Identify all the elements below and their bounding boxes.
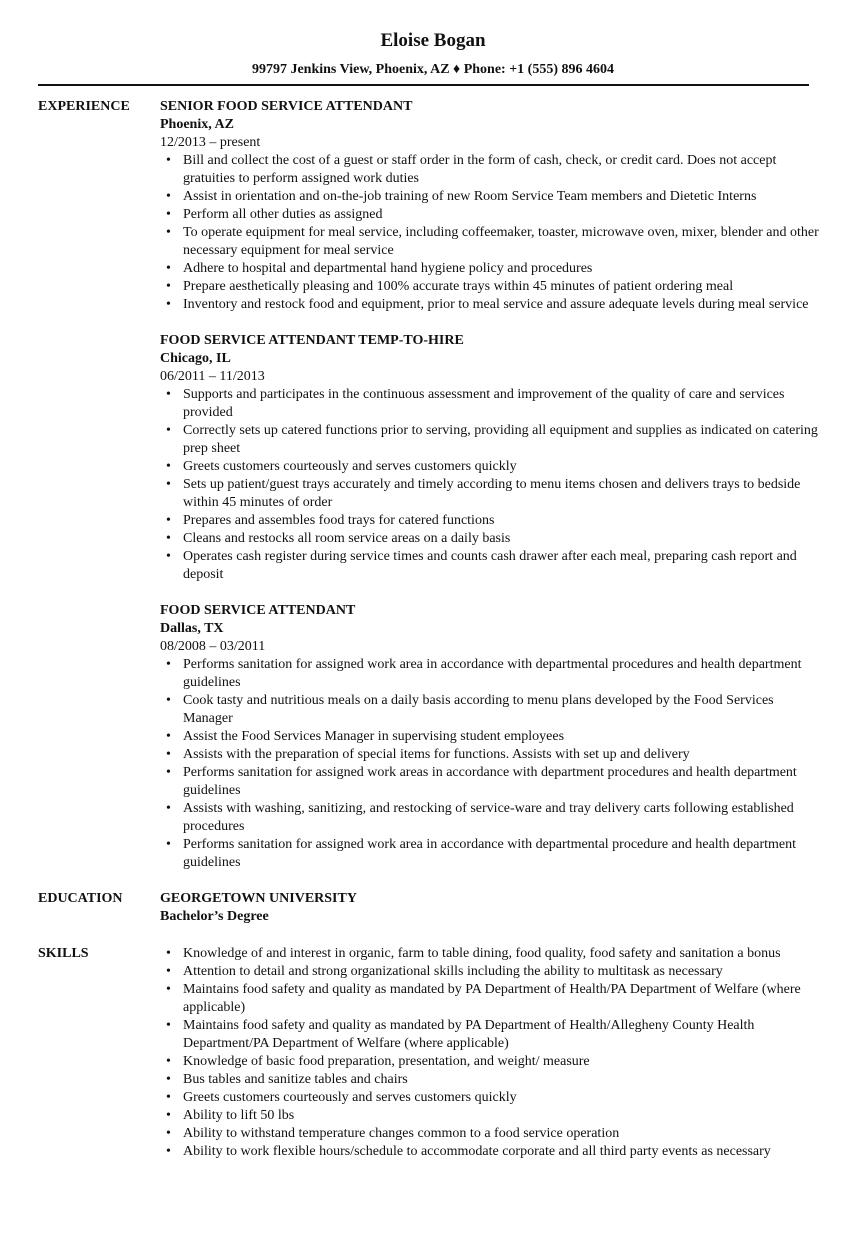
job-entry [160,98,820,314]
job-bullet: • Performs sanitation for assigned work areas in accordance with department procedures and health department guidelines [183,764,820,800]
degree: Bachelor’s Degree [160,909,269,924]
skill-item: • Attention to detail and strong organizational skills including the ability to multitask as necessary [183,963,820,981]
job-bullet: • Prepares and assembles food trays for catered functions [183,512,820,530]
education-section [0,890,866,926]
skill-item: • Greets customers courteously and serves customers quickly [183,1089,820,1107]
skill-item: • Maintains food safety and quality as mandated by PA Department of Health/PA Department of Welfare (where applicable) [183,981,820,1017]
job-bullet: • Greets customers courteously and serves customers quickly [183,458,820,476]
school-name: GEORGETOWN UNIVERSITY [160,891,357,906]
job-title: FOOD SERVICE ATTENDANT [160,603,356,618]
skill-item: • Knowledge of basic food preparation, presentation, and weight/ measure [183,1053,820,1071]
job-bullet: • Supports and participates in the continuous assessment and improvement of the quality of care and services provided [183,386,820,422]
job-bullet: • Bill and collect the cost of a guest or staff order in the form of cash, check, or credit card. Does not accept gratuities to perform assigned work duties [183,152,820,188]
job-entry [160,602,820,872]
section-label-experience: EXPERIENCE [38,99,130,114]
skill-item: • Bus tables and sanitize tables and chairs [183,1071,820,1089]
job-dates: 08/2008 – 03/2011 [160,639,266,654]
job-bullet: • Assists with washing, sanitizing, and restocking of service-ware and tray delivery carts following established procedures [183,800,820,836]
candidate-name: Eloise Bogan [380,30,486,51]
skills-list [160,945,820,1161]
job-bullet: • To operate equipment for meal service, including coffeemaker, toaster, microwave oven, mixer, blender and other necessary equipment for meal service [183,224,820,260]
experience-section [0,98,866,872]
skill-item: • Maintains food safety and quality as mandated by PA Department of Health/Allegheny County Health Department/PA Department of Welfare (where applicable) [183,1017,820,1053]
job-bullets [160,386,820,584]
job-location: Phoenix, AZ [160,117,234,132]
resume-header [0,0,866,79]
section-label-education: EDUCATION [38,891,123,906]
job-bullet: • Assist the Food Services Manager in supervising student employees [183,728,820,746]
job-bullet: • Prepare aesthetically pleasing and 100% accurate trays within 45 minutes of patient ordering meal [183,278,820,296]
job-dates: 06/2011 – 11/2013 [160,369,265,384]
job-bullets [160,152,820,314]
job-bullet: • Correctly sets up catered functions prior to serving, providing all equipment and supplies as indicated on catering prep sheet [183,422,820,458]
job-bullet: • Assist in orientation and on-the-job training of new Room Service Team members and Dietetic Interns [183,188,820,206]
job-bullet: • Adhere to hospital and departmental hand hygiene policy and procedures [183,260,820,278]
skill-item: • Ability to lift 50 lbs [183,1107,820,1125]
job-bullets [160,656,820,872]
skill-item: • Knowledge of and interest in organic, farm to table dining, food quality, food safety and sanitation a bonus [183,945,820,963]
job-bullet: • Performs sanitation for assigned work area in accordance with departmental procedures and health department guidelines [183,656,820,692]
job-dates: 12/2013 – present [160,135,261,150]
job-bullet: • Assists with the preparation of special items for functions. Assists with set up and delivery [183,746,820,764]
job-location: Dallas, TX [160,621,224,636]
job-bullet: • Performs sanitation for assigned work area in accordance with departmental procedure and health department guidelines [183,836,820,872]
section-label-skills: SKILLS [38,946,89,961]
skills-section [0,945,866,1161]
job-title: FOOD SERVICE ATTENDANT TEMP-TO-HIRE [160,333,464,348]
job-bullet: • Cleans and restocks all room service areas on a daily basis [183,530,820,548]
skill-item: • Ability to work flexible hours/schedule to accommodate corporate and all third party events as necessary [183,1143,820,1161]
job-bullet: • Operates cash register during service times and counts cash drawer after each meal, preparing cash report and deposit [183,548,820,584]
job-title: SENIOR FOOD SERVICE ATTENDANT [160,99,413,114]
job-bullet: • Inventory and restock food and equipment, prior to meal service and assure adequate levels during meal service [183,296,820,314]
job-bullet: • Cook tasty and nutritious meals on a daily basis according to menu plans developed by the Food Services Manager [183,692,820,728]
skill-item: • Ability to withstand temperature changes common to a food service operation [183,1125,820,1143]
job-entry [160,332,820,584]
job-location: Chicago, IL [160,351,231,366]
contact-line: 99797 Jenkins View, Phoenix, AZ ♦ Phone: +1 (555) 896 4604 [251,62,615,77]
job-bullet: • Perform all other duties as assigned [183,206,820,224]
job-bullet: • Sets up patient/guest trays accurately and timely according to menu items chosen and delivers trays to bedside within 45 minutes of order [183,476,820,512]
header-divider [38,84,809,86]
